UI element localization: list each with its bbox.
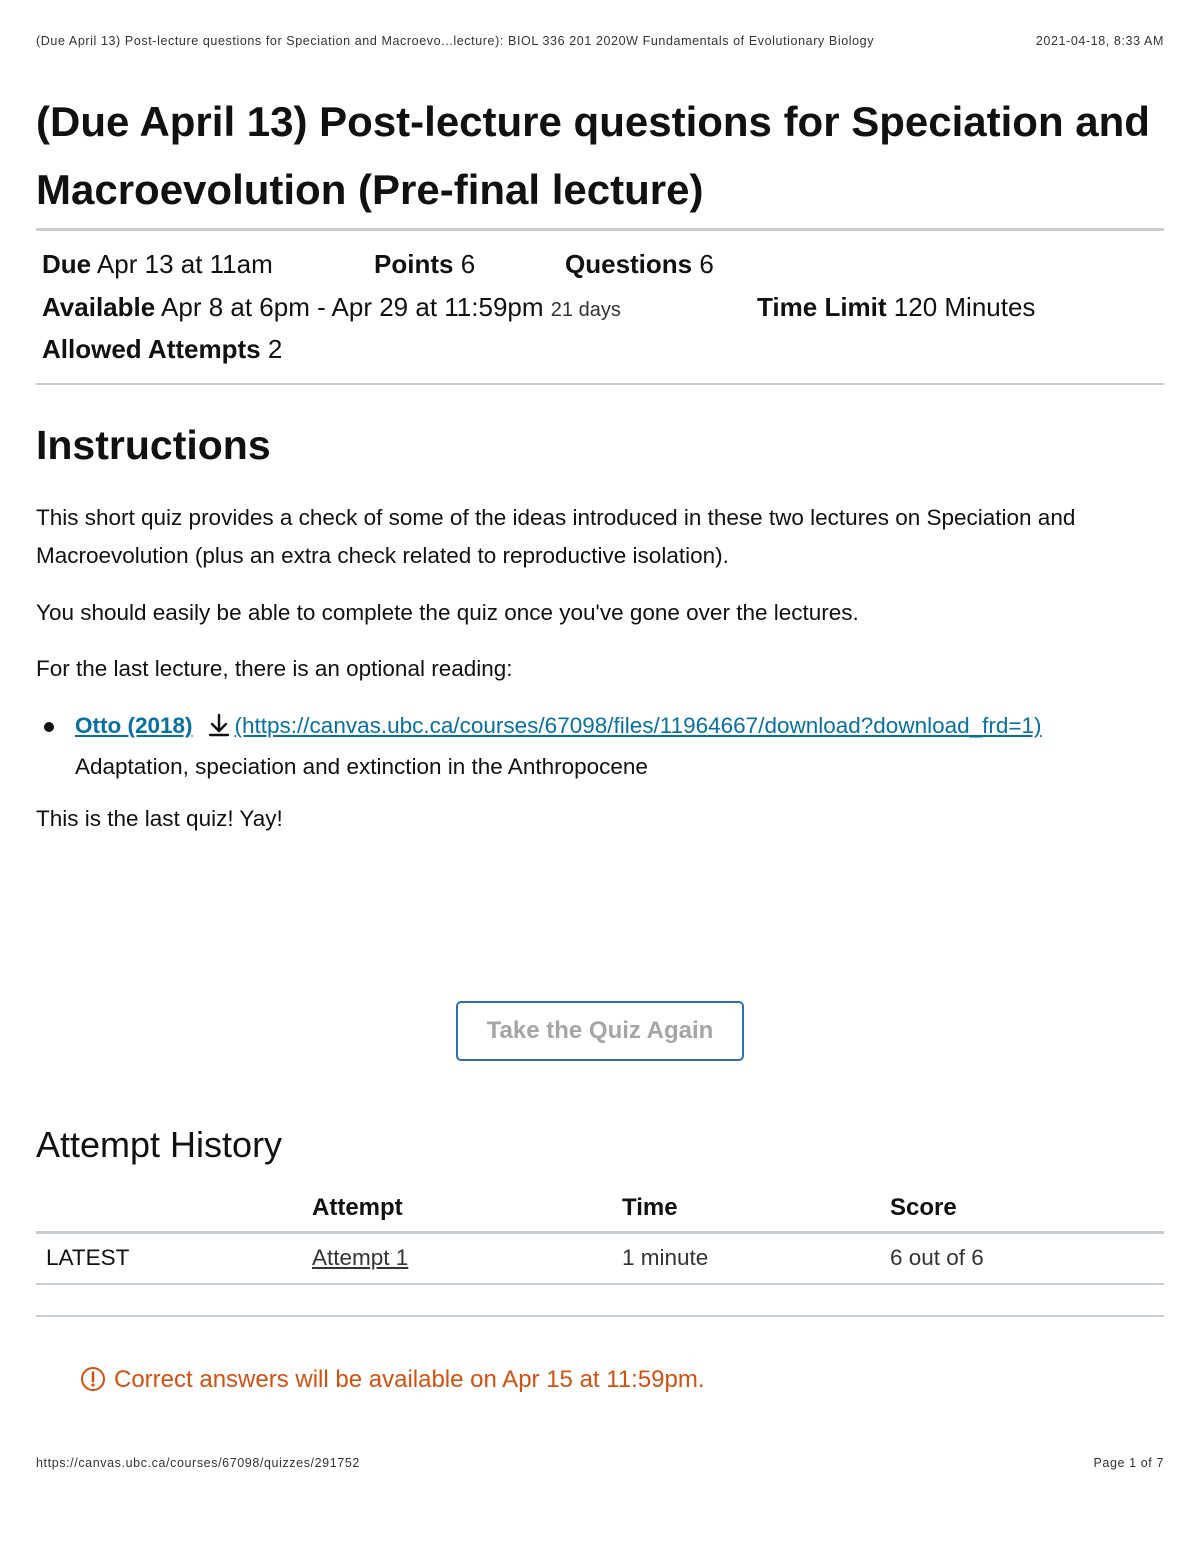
available-value: Apr 8 at 6pm - Apr 29 at 11:59pm	[161, 292, 544, 322]
due-value: Apr 13 at 11am	[96, 249, 273, 279]
instructions-heading: Instructions	[36, 422, 271, 468]
attempt-score: 6 out of 6	[890, 1245, 984, 1270]
time-limit-value: 120 Minutes	[893, 292, 1036, 322]
correct-answers-notice	[80, 1366, 705, 1399]
points-value: 6	[460, 249, 476, 279]
reading-list-item	[75, 707, 1042, 785]
attempts-label: Allowed Attempts	[42, 334, 261, 364]
reading-link[interactable]: Otto (2018)	[75, 713, 193, 738]
quiz-details-row-1	[42, 247, 273, 281]
section-divider	[36, 1315, 1164, 1317]
column-header-score: Score	[890, 1194, 957, 1221]
table-header-divider	[36, 1231, 1164, 1234]
print-header	[36, 34, 1164, 52]
questions-value: 6	[699, 249, 714, 279]
latest-tag: LATEST	[46, 1245, 130, 1270]
print-header-title: (Due April 13) Post-lecture questions for Speciation and Macroevo...lecture): BIOL 336 201 2020W Fundamentals of Evolutionary Biology	[36, 34, 875, 48]
title-divider	[36, 228, 1164, 231]
questions-label: Questions	[565, 249, 693, 279]
reading-download-url[interactable]: (https://canvas.ubc.ca/courses/67098/files/11964667/download?download_frd=1)	[234, 713, 1042, 738]
attempt-1-link[interactable]: Attempt 1	[312, 1245, 409, 1270]
instructions-paragraph-3: For the last lecture, there is an optional reading:	[36, 656, 513, 681]
list-bullet	[44, 722, 54, 732]
quiz-details-row-3	[42, 332, 282, 366]
attempts-value: 2	[267, 334, 283, 364]
instructions-paragraph-4: This is the last quiz! Yay!	[36, 806, 283, 831]
column-header-time: Time	[622, 1194, 678, 1221]
reading-description: Adaptation, speciation and extinction in the Anthropocene	[75, 754, 648, 779]
download-icon[interactable]	[207, 711, 231, 748]
notice-text: Correct answers will be available on Apr 15 at 11:59pm.	[114, 1366, 705, 1393]
attempt-history-heading: Attempt History	[36, 1124, 283, 1165]
table-row-divider	[36, 1283, 1164, 1285]
attempt-time: 1 minute	[622, 1245, 709, 1270]
footer-page-number: Page 1 of 7	[1093, 1456, 1164, 1470]
points-label: Points	[374, 249, 454, 279]
time-limit-detail	[757, 290, 1035, 324]
take-quiz-again-button[interactable]: Take the Quiz Again	[456, 1001, 744, 1061]
instructions-paragraph-2: You should easily be able to complete the quiz once you've gone over the lectures.	[36, 600, 859, 625]
details-divider	[36, 383, 1164, 385]
questions-detail	[565, 247, 714, 281]
warning-icon	[80, 1366, 106, 1399]
points-detail	[374, 247, 475, 281]
available-label: Available	[42, 292, 156, 322]
due-label: Due	[42, 249, 92, 279]
instructions-paragraph-1: This short quiz provides a check of some of the ideas introduced in these two lectures on Speciation and Macroevolution (plus an extra check related to reproductive isolation).	[36, 505, 1076, 568]
footer-url: https://canvas.ubc.ca/courses/67098/quizzes/291752	[36, 1456, 360, 1470]
quiz-details-row-2	[42, 290, 621, 327]
available-days: 21 days	[550, 299, 621, 321]
column-header-attempt: Attempt	[312, 1194, 403, 1221]
time-limit-label: Time Limit	[757, 292, 887, 322]
print-header-date: 2021-04-18, 8:33 AM	[1035, 34, 1164, 48]
page-title: (Due April 13) Post-lecture questions for Speciation and Macroevolution (Pre-final lecture)	[36, 98, 1150, 213]
